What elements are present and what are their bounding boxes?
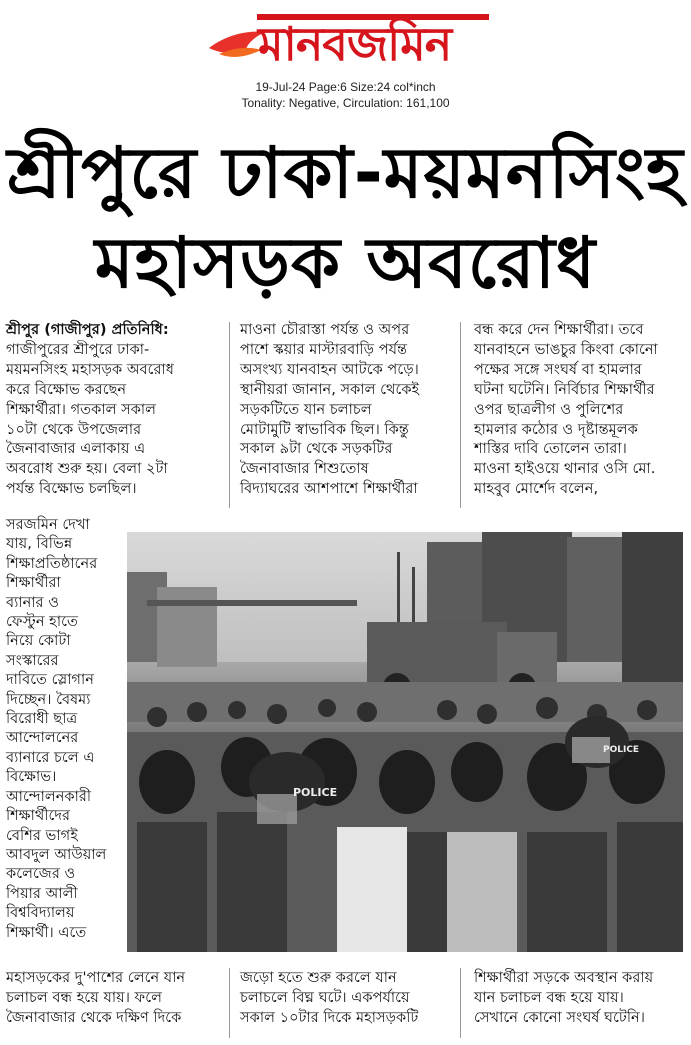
col1n-line: বিরোধী ছাত্র [6,710,78,728]
col2-line: স্থানীয়রা জানান, সকাল থেকেই [240,380,420,398]
col3-line: মাহবুব মোর্শেদ বলেন, [474,480,599,498]
col3-line: ওপর ছাত্রলীগ ও পুলিশের [474,400,624,418]
col1-line: শিক্ষার্থীরা। গতকাল সকাল [6,400,157,418]
photo-scene [127,532,683,952]
col1n-line: শিক্ষাপ্রতিষ্ঠানের [6,554,98,572]
col1n-line: আন্দোলনকারী [6,787,92,805]
bottom2-line: সকাল ১০টার দিকে মহাসড়কটি [240,1008,419,1026]
col1-line: অবরোধ শুরু হয়। বেলা ২টা [6,460,168,478]
police-label: POLICE [603,745,640,755]
dateline: শ্রীপুর (গাজীপুর) প্রতিনিধি: [6,321,169,338]
col2-line: সড়কটিতে যান চলাচল [240,400,372,418]
column-divider [229,968,230,1038]
col1n-line: শিক্ষার্থী। এতে [6,923,87,941]
col1-line: গাজীপুরের শ্রীপুরে ঢাকা- [6,340,150,358]
col2-line: বিদ্যাঘরের আশপাশে শিক্ষার্থীরা [240,480,418,498]
column-1-narrow [6,515,106,942]
column-divider [229,322,230,508]
column-divider [460,322,461,508]
col2-line: পাশে স্কয়ার মাস্টারবাড়ি পর্যন্ত [240,340,408,358]
col1n-line: ব্যানারে চলে এ [6,748,95,766]
column-divider [460,968,461,1038]
col1n-line: বিক্ষোভ। [6,768,57,786]
column-2-top [240,320,419,499]
col1n-line: দাবিতে স্লোগান [6,671,94,689]
col1-line: করে বিক্ষোভ করছেন [6,380,127,398]
col1n-line: সরজমিন দেখা [6,516,90,533]
col1n-line: যায়, বিভিন্ন [6,535,73,553]
col1n-line: ফেস্টুন হাতে [6,613,78,631]
col1n-line: আবদুল আউয়াল [6,845,107,863]
col1n-line: দিচ্ছেন। বৈষম্য [6,690,91,708]
col1n-line: শিক্ষার্থীদের [6,807,71,825]
bottom3-line: সেখানে কোনো সংঘর্ষ ঘটেনি। [474,1008,645,1026]
masthead [0,0,691,115]
bottom1-line: মহাসড়কের দু'পাশের লেনে যান [6,969,186,986]
col1n-line: সংস্কারের [6,651,59,669]
col1n-line: শিক্ষার্থীরা [6,574,61,592]
col2-line: জৈনাবাজার শিশুতোষ [240,460,369,478]
clipping-meta-line-2: Tonality: Negative, Circulation: 161,100 [241,96,450,110]
col3-line: শাস্তির দাবি তোলেন তারা। [474,440,627,458]
col2-line: মাওনা চৌরাস্তা পর্যন্ত ও অপর [240,321,410,338]
col1-line: জৈনাবাজার এলাকায় এ [6,440,146,458]
logo-text[interactable]: মানবজমিন [258,17,452,71]
col3-line: মাওনা হাইওয়ে থানার ওসি মো. [474,460,656,478]
bottom-column-2 [240,968,418,1028]
column-1-top [6,320,174,499]
clipping-meta-line-1: 19-Jul-24 Page:6 Size:24 col*inch [255,80,436,94]
headline-line-2: মহাসড়ক অবরোধ [94,222,597,304]
bottom-column-3 [474,968,653,1028]
bottom-column-1 [6,968,185,1028]
bottom2-line: জড়ো হতে শুরু করলে যান [240,969,397,986]
col1n-line: আন্দোলনের [6,729,79,747]
column-3-top [474,320,658,499]
bottom3-line: যান চলাচল বন্ধ হয়ে যায়। [474,988,624,1006]
col3-line: যানবাহনে ভাঙচুর কিংবা কোনো [474,340,658,358]
col3-line: পক্ষের সঙ্গে সংঘর্ষ বা হামলার [474,360,642,378]
col2-line: সকাল ৯টা থেকে সড়কটির [240,440,393,458]
bottom3-line: শিক্ষার্থীরা সড়কে অবস্থান করায় [474,969,654,986]
police-label: POLICE [293,786,338,799]
col1-line: ময়মনসিংহ মহাসড়ক অবরোধ [6,360,174,378]
bottom2-line: চলাচলে বিঘ্ন ঘটে। একপর্যায়ে [240,988,410,1006]
col2-line: অসংখ্য যানবাহন আটকে পড়ে। [240,360,419,378]
headline-line-1: শ্রীপুরে ঢাকা-ময়মনসিংহ [7,132,684,214]
col2-line: মোটামুটি স্বাভাবিক ছিল। কিন্তু [240,420,409,438]
col1n-line: নিয়ে কোটা [6,632,71,650]
col3-line: বন্ধ করে দেন শিক্ষার্থীরা। তবে [474,321,644,338]
col1-line: ১০টা থেকে উপজেলার [6,420,142,438]
bottom1-line: জৈনাবাজার থেকে দক্ষিণ দিকে [6,1008,182,1026]
col1n-line: বিশ্ববিদ্যালয় [6,904,75,922]
col1n-line: কলেজের ও [6,865,76,883]
col1n-line: পিয়ার আলী [6,884,78,902]
col3-line: ঘটনা ঘটেনি। নির্বিচার শিক্ষার্থীর [474,380,655,398]
col3-line: হামলার কঠোর ও দৃষ্টান্তমূলক [474,420,638,438]
col1-line: পর্যন্ত বিক্ষোভ চলছিল। [6,480,137,498]
bottom1-line: চলাচল বন্ধ হয়ে যায়। ফলে [6,988,162,1006]
col1n-line: বেশির ভাগই [6,826,78,844]
news-photo-protest [127,532,683,952]
col1n-line: ব্যানার ও [6,593,59,611]
